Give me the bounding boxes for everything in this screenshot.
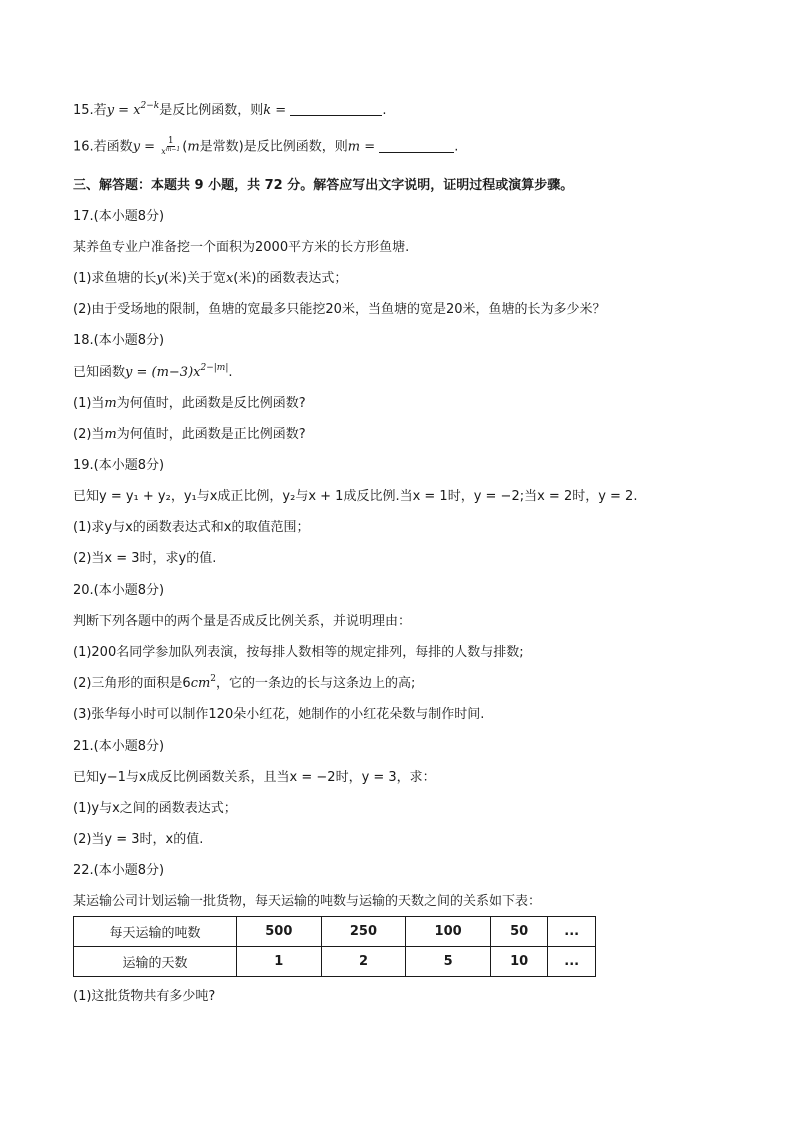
table-cell: 500 xyxy=(237,917,322,947)
q20-text: 判断下列各题中的两个量是否成反比例关系，并说明理由： xyxy=(73,614,412,629)
q16-var-m: m xyxy=(187,139,200,155)
q18-p2-b: 为何值时，此函数是正比例函数? xyxy=(116,427,306,442)
q18-text xyxy=(73,364,233,382)
q17-part-2: (2)由于受场地的限制，鱼塘的宽最多只能挖20米，当鱼塘的宽是20米，鱼塘的长为多少米？ xyxy=(73,302,606,317)
q18-p1-b: 为何值时，此函数是反比例函数? xyxy=(116,396,306,411)
q19-part-1: (1)求y与x的函数表达式和x的取值范围； xyxy=(73,520,310,535)
question-16 xyxy=(73,137,458,157)
q16-equals: = xyxy=(360,139,380,155)
q18-text-b: . xyxy=(228,365,233,380)
q20-part-2 xyxy=(73,675,415,693)
q15-middle: 是反比例函数，则 xyxy=(159,103,264,118)
q20-p2-unit: cm xyxy=(190,676,211,691)
q17-text: 某养鱼专业户准备挖一个面积为2000平方米的长方形鱼塘. xyxy=(73,240,410,255)
q17-part-1 xyxy=(73,270,347,288)
q17-p1-var-y: y xyxy=(156,271,164,286)
q16-frac-num: 1 xyxy=(167,136,174,146)
q22-part-1: (1)这批货物共有多少吨? xyxy=(73,989,216,1004)
table-row-label: 运输的天数 xyxy=(74,947,237,977)
q15-end: . xyxy=(382,103,387,118)
q16-frac-den-exp: m−1 xyxy=(165,146,181,153)
table-cell: 2 xyxy=(321,947,406,977)
q17-p1-a: (1)求鱼塘的长 xyxy=(73,271,157,286)
table-cell: 250 xyxy=(321,917,406,947)
table-cell: 100 xyxy=(406,917,491,947)
question-15 xyxy=(73,102,386,120)
q17-p1-var-x: x xyxy=(225,271,234,286)
q15-exponent: 2−k xyxy=(140,101,160,111)
q16-frac-den: x xyxy=(161,147,166,156)
q21-part-1: (1)y与x之间的函数表达式； xyxy=(73,801,237,816)
q16-equation: y = xyxy=(132,139,160,155)
q18-equation: y = (m−3)x xyxy=(125,365,201,380)
section-3-heading: 三、解答题：本题共 9 小题，共 72 分。解答应写出文字说明，证明过程或演算步骤。 xyxy=(73,178,574,193)
table-row xyxy=(74,947,596,977)
q19-part-2: (2)当x = 3时，求y的值. xyxy=(73,551,217,566)
q18-heading: 18.(本小题8分) xyxy=(73,333,165,348)
q15-equals: = xyxy=(271,103,291,118)
q15-prefix: 15.若 xyxy=(73,103,107,118)
q18-part-2 xyxy=(73,426,306,444)
q20-heading: 20.(本小题8分) xyxy=(73,583,165,598)
q16-fraction xyxy=(161,137,180,157)
q22-data-table xyxy=(73,916,596,977)
table-cell: ... xyxy=(548,947,596,977)
q16-paren: ( xyxy=(182,139,188,155)
q15-var: k xyxy=(263,103,272,118)
q19-heading: 19.(本小题8分) xyxy=(73,458,165,473)
q20-part-3: (3)张华每小时可以制作120朵小红花，她制作的小红花朵数与制作时间. xyxy=(73,707,485,722)
table-cell: 10 xyxy=(490,947,547,977)
q20-part-1: (1)200名同学参加队列表演，按每排人数相等的规定排列，每排的人数与排数; xyxy=(73,645,524,660)
q17-p1-b: (米)关于宽 xyxy=(163,271,226,286)
q17-p1-c: (米)的函数表达式； xyxy=(233,271,348,286)
table-cell: 5 xyxy=(406,947,491,977)
q18-p2-a: (2)当 xyxy=(73,427,105,442)
q16-answer-blank[interactable] xyxy=(379,140,454,153)
q21-part-2: (2)当y = 3时，x的值. xyxy=(73,832,204,847)
q20-p2-exp: 2 xyxy=(210,674,217,684)
q21-heading: 21.(本小题8分) xyxy=(73,739,165,754)
q18-exponent: 2−|m| xyxy=(200,363,229,373)
q22-heading: 22.(本小题8分) xyxy=(73,863,165,878)
q15-answer-blank[interactable] xyxy=(290,103,382,116)
q16-end: . xyxy=(454,139,459,155)
q21-text: 已知y−1与x成反比例函数关系，且当x = −2时，y = 3，求： xyxy=(73,770,436,785)
q16-var: m xyxy=(347,139,361,155)
q16-prefix: 16.若函数 xyxy=(73,139,133,155)
q16-note: 是常数)是反比例函数，则 xyxy=(199,139,348,155)
q17-heading: 17.(本小题8分) xyxy=(73,209,165,224)
q18-p1-a: (1)当 xyxy=(73,396,105,411)
table-cell: ... xyxy=(548,917,596,947)
table-row xyxy=(74,917,596,947)
table-row-label: 每天运输的吨数 xyxy=(74,917,237,947)
q18-p1-var: m xyxy=(104,396,117,411)
q18-text-a: 已知函数 xyxy=(73,365,126,380)
q19-text: 已知y = y₁ + y₂，y₁与x成正比例，y₂与x + 1成反比例.当x = 1时，y = −2;当x = 2时，y = 2. xyxy=(73,489,638,504)
table-cell: 50 xyxy=(490,917,547,947)
table-cell: 1 xyxy=(237,947,322,977)
q18-part-1 xyxy=(73,395,306,413)
q20-p2-a: (2)三角形的面积是6 xyxy=(73,676,191,691)
q18-p2-var: m xyxy=(104,427,117,442)
q15-equation: y = x xyxy=(106,103,141,118)
q20-p2-b: ，它的一条边的长与这条边上的高; xyxy=(216,676,416,691)
q22-text: 某运输公司计划运输一批货物，每天运输的吨数与运输的天数之间的关系如下表： xyxy=(73,894,542,909)
